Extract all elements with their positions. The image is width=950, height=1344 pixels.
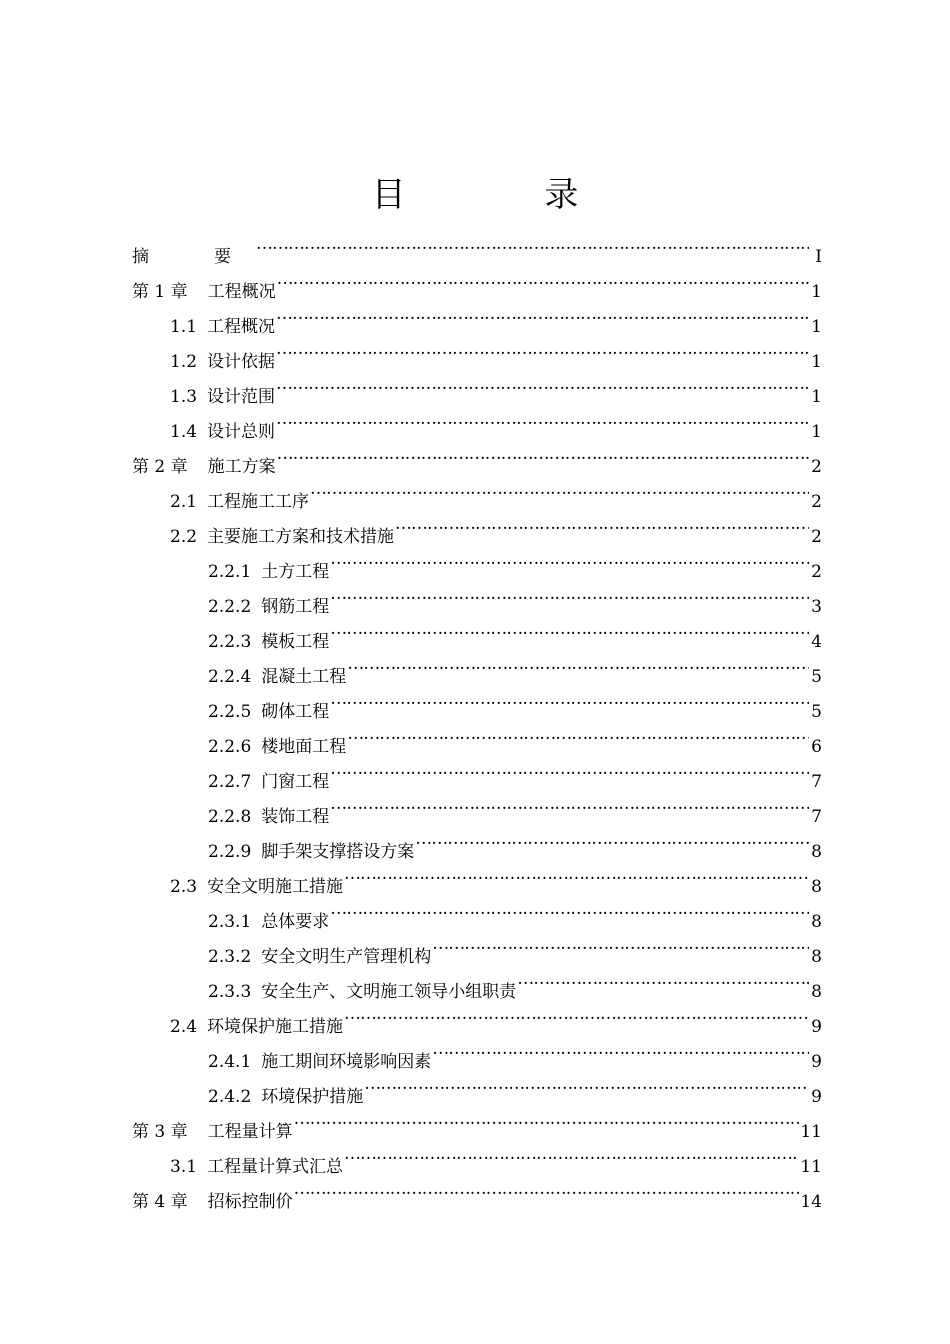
toc-entry-number: 2.4.2 xyxy=(208,1087,252,1107)
toc-entry-page-number: 5 xyxy=(811,702,822,722)
toc-entry-number: 1.1 xyxy=(170,317,198,337)
toc-entry-label: 环境保护措施 xyxy=(261,1087,364,1107)
toc-entry-label: 楼地面工程 xyxy=(261,737,347,757)
toc-entry-page-number: 2 xyxy=(811,492,822,512)
dot-leader xyxy=(330,577,809,612)
toc-entry-number: 1.2 xyxy=(170,352,198,372)
toc-entry-number: 2.3 xyxy=(170,877,198,897)
toc-entry-label: 设计总则 xyxy=(207,422,276,442)
toc-entry-page-number: 9 xyxy=(811,1017,822,1037)
dot-leader xyxy=(277,262,809,297)
dot-leader xyxy=(330,892,809,927)
dot-leader xyxy=(364,1067,809,1102)
toc-entry-number: 第 3 章 xyxy=(132,1122,188,1142)
dot-leader xyxy=(517,962,809,997)
toc-entry-page-number: 2 xyxy=(811,562,822,582)
dot-leader xyxy=(310,472,809,507)
toc-entry-label: 安全文明施工措施 xyxy=(207,877,344,897)
toc-entry-label: 装饰工程 xyxy=(261,807,330,827)
toc-entry-label: 脚手架支撑搭设方案 xyxy=(261,842,415,862)
toc-entry-label: 环境保护施工措施 xyxy=(207,1017,344,1037)
toc-entry-number: 2.1 xyxy=(170,492,198,512)
toc-entry-label: 模板工程 xyxy=(261,632,330,652)
toc-entry-page-number: 6 xyxy=(811,737,822,757)
toc-entry-label: 摘 要 xyxy=(132,247,255,267)
toc-entry-page-number: 7 xyxy=(811,807,822,827)
toc-entry-number: 2.4.1 xyxy=(208,1052,252,1072)
toc-entry-number: 2.3.2 xyxy=(208,947,252,967)
toc-entry-page-number: 5 xyxy=(811,667,822,687)
dot-leader xyxy=(344,857,809,892)
toc-entry-number: 2.4 xyxy=(170,1017,198,1037)
dot-leader xyxy=(330,612,809,647)
toc-entry-page-number: 9 xyxy=(811,1087,822,1107)
toc-entry-label: 招标控制价 xyxy=(207,1192,293,1212)
toc-entry-number: 2.2.6 xyxy=(208,737,252,757)
toc-entry-label: 安全生产、文明施工领导小组职责 xyxy=(261,982,517,1002)
toc-entry-number: 2.2.8 xyxy=(208,807,252,827)
toc-entry-label: 钢筋工程 xyxy=(261,597,330,617)
toc-entry-number: 第 2 章 xyxy=(132,457,188,477)
toc-entry-label: 主要施工方案和技术措施 xyxy=(207,527,395,547)
dot-leader xyxy=(344,997,809,1032)
toc-entry-number: 1.3 xyxy=(170,387,198,407)
toc-entry-number: 第 1 章 xyxy=(132,282,188,302)
toc-entry-page-number: 8 xyxy=(811,877,822,897)
toc-entry-page-number: 14 xyxy=(800,1192,822,1212)
toc-entry-page-number: I xyxy=(815,247,822,267)
toc-entry-page-number: 1 xyxy=(811,387,822,407)
toc-entry-number: 2.2.5 xyxy=(208,702,252,722)
toc-entry-label: 总体要求 xyxy=(261,912,330,932)
toc-entry-number: 2.2.9 xyxy=(208,842,252,862)
dot-leader xyxy=(330,752,809,787)
toc-entry-number: 3.1 xyxy=(170,1157,198,1177)
dot-leader xyxy=(276,402,809,437)
toc-title: 目 录 xyxy=(371,175,643,215)
toc-entry-number: 2.2.2 xyxy=(208,597,252,617)
toc-entry-page-number: 11 xyxy=(800,1157,822,1177)
dot-leader xyxy=(347,647,809,682)
dot-leader xyxy=(330,542,809,577)
toc-entry-label: 工程施工工序 xyxy=(207,492,310,512)
toc-entry-page-number: 1 xyxy=(811,422,822,442)
dot-leader xyxy=(432,1032,809,1067)
toc-entry-label: 土方工程 xyxy=(261,562,330,582)
toc-entry-page-number: 2 xyxy=(811,457,822,477)
toc-entry-number: 2.3.1 xyxy=(208,912,252,932)
dot-leader xyxy=(276,367,809,402)
toc-entry-page-number: 8 xyxy=(811,947,822,967)
toc-entry-label: 施工期间环境影响因素 xyxy=(261,1052,432,1072)
toc-entry-label: 工程量计算式汇总 xyxy=(207,1157,344,1177)
toc-entry-label: 混凝土工程 xyxy=(261,667,347,687)
dot-leader xyxy=(347,717,809,752)
toc-entry-number: 第 4 章 xyxy=(132,1192,188,1212)
toc-entry-label: 设计依据 xyxy=(207,352,276,372)
toc-entry-page-number: 7 xyxy=(811,772,822,792)
toc-entry-page-number: 1 xyxy=(811,282,822,302)
toc-entry-number: 2.2 xyxy=(170,527,198,547)
toc-entry-page-number: 8 xyxy=(811,912,822,932)
toc-entry-page-number: 8 xyxy=(811,842,822,862)
toc-entry-page-number: 2 xyxy=(811,527,822,547)
toc-entry-number: 2.2.7 xyxy=(208,772,252,792)
toc-entry-label: 工程概况 xyxy=(207,282,276,302)
dot-leader xyxy=(294,1172,800,1207)
table-of-contents xyxy=(132,227,822,1212)
toc-entry-label: 安全文明生产管理机构 xyxy=(261,947,432,967)
toc-entry-page-number: 9 xyxy=(811,1052,822,1072)
dot-leader xyxy=(415,822,809,857)
dot-leader xyxy=(276,297,809,332)
dot-leader xyxy=(330,682,809,717)
dot-leader xyxy=(276,332,809,367)
toc-entry-number: 1.4 xyxy=(170,422,198,442)
toc-entry-page-number: 3 xyxy=(811,597,822,617)
toc-entry-number: 2.3.3 xyxy=(208,982,252,1002)
toc-entry-number: 2.2.4 xyxy=(208,667,252,687)
toc-entry-page-number: 1 xyxy=(811,352,822,372)
dot-leader xyxy=(432,927,809,962)
toc-entry-label: 设计范围 xyxy=(207,387,276,407)
toc-entry-label: 工程概况 xyxy=(207,317,276,337)
dot-leader xyxy=(330,787,809,822)
toc-entry-label: 门窗工程 xyxy=(261,772,330,792)
toc-entry-page-number: 1 xyxy=(811,317,822,337)
toc-entry-page-number: 8 xyxy=(811,982,822,1002)
dot-leader xyxy=(277,437,809,472)
toc-entry[interactable] xyxy=(132,227,822,267)
toc-entry-number: 2.2.1 xyxy=(208,562,252,582)
dot-leader xyxy=(344,1137,799,1172)
toc-entry-label: 砌体工程 xyxy=(261,702,330,722)
toc-entry-number: 2.2.3 xyxy=(208,632,252,652)
toc-entry-page-number: 4 xyxy=(811,632,822,652)
toc-entry-label: 工程量计算 xyxy=(207,1122,293,1142)
dot-leader xyxy=(395,507,809,542)
toc-entry-page-number: 11 xyxy=(800,1122,822,1142)
toc-entry-label: 施工方案 xyxy=(207,457,276,477)
dot-leader xyxy=(294,1102,800,1137)
dot-leader xyxy=(256,227,809,262)
